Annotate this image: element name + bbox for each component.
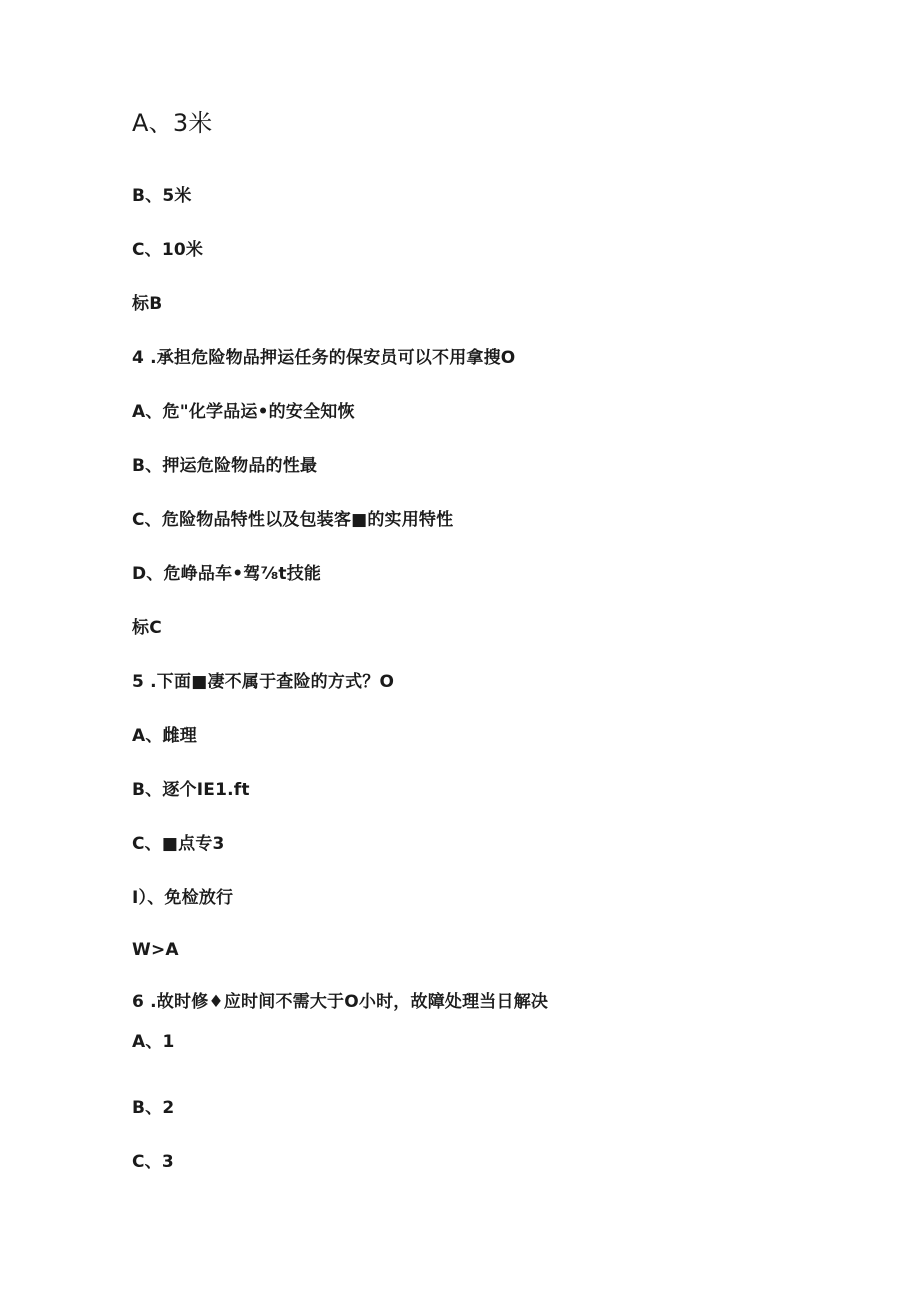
q5-option-d: I）、免检放行: [132, 888, 234, 908]
q6-option-a: A、1: [132, 1032, 175, 1052]
q5-option-b: B、逐个IE1.ft: [132, 780, 250, 800]
option-b-5m: B、5米: [132, 186, 192, 206]
q6-option-b: B、2: [132, 1098, 175, 1118]
q4-option-b: B、押运危险物品的性最: [132, 456, 318, 476]
question-6: 6 .故时修♦应时间不需大于O小时，故障处理当日解决: [132, 992, 549, 1012]
answer-5: W>A: [132, 940, 179, 960]
q4-option-a: A、危"化学品运•的安全知恢: [132, 402, 355, 422]
question-4: 4 .承担危险物品押运任务的保安员可以不用拿搜O: [132, 348, 516, 368]
q5-option-c: C、■点专3: [132, 834, 225, 854]
option-c-10m: C、10米: [132, 240, 204, 260]
question-5: 5 .下面■凄不属于查险的方式？O: [132, 672, 395, 692]
answer-4: 标C: [132, 618, 162, 638]
option-a-3m: A、3米: [132, 109, 213, 137]
answer-3: 标B: [132, 294, 163, 314]
q5-option-a: A、雌理: [132, 726, 197, 746]
q4-option-d: D、危峥品车•驾⅞t技能: [132, 564, 322, 584]
q4-option-c: C、危险物品特性以及包装客■的实用特性: [132, 510, 454, 530]
q6-option-c: C、3: [132, 1152, 174, 1172]
